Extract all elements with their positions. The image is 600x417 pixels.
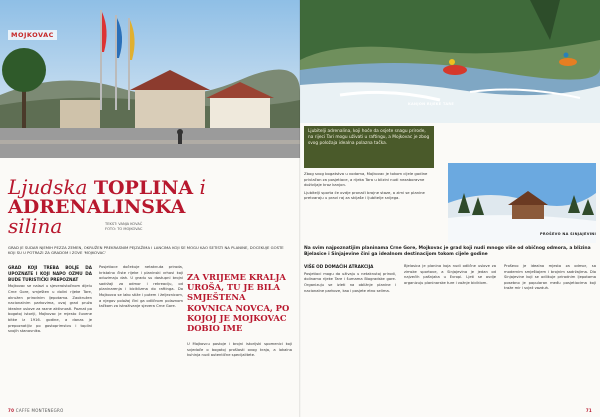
title-word-toplina: TOPLINA (93, 177, 194, 199)
title-word-ljudska: Ljudska (8, 175, 94, 199)
title-word-adrenalinska: ADRENALINSKA (8, 196, 186, 218)
credits (105, 222, 142, 232)
page-number-left: 70 (8, 408, 15, 413)
right-column-1-text: Posjetioci mogu da uživaju u netaknutoj prirodi, dolinama rijeke Tare i šumama Biogradske gore. Organizuju se izleti na obližnje planine i nacionalne parkove, kao i posjete etno selima. (304, 271, 396, 293)
column-1-text: Mojkovac se nalazi u sjeveroistočnom dijelu Crne Gore, smješten u dolini rijeke Tare, okružen prirodnim ljepotama. Zaokružen nacionalnim parkovima, ovaj grad pruža idealne uslove za razne aktivnosti. Poznat po bogatoj istoriji, Mojkovac je mjesto čuvene bitke iz 1916. godine, a danas je prepoznatljiv po gostoprimstvu i toplini svojih stanovnika. (8, 284, 92, 334)
credit-photo: FOTO: TO MOJKOVAC (105, 227, 143, 231)
right-page (300, 0, 600, 417)
intro-paragraph: GRAD JE SUDAR NJEMIH PEZZA ZEMEN, OKRUŽEN PREKRASNIM PEJZAŽIMA I LANCIMA KOJI SE MOGU KAO SETISTI NA PLANINE, DOCEKUJE GOSTE KOJI SU U POTRAZI ZA GRADOM I ZOVE 'MOJKOVAC' (8, 245, 284, 256)
right-intro-text-2: Ljubitelji sporta će ovdje pronaći brojne staze, a zimi se planine pretvaraju u pravi raj za skijaše i ljubitelje snijega. (304, 189, 425, 201)
right-intro-column (304, 171, 440, 203)
winter-photo-label: PROŠEVO NA SINJAJEVINI (540, 232, 597, 236)
article-title (8, 175, 298, 238)
town-photo (0, 0, 300, 158)
right-column-3-text: Proševo je idealno mjesto za odmor, sa modernim smještajem i brojnim sadržajima. Dio Sinjajevine koji se odlikuje prirodnim ljepotama posebno je popularan među posjetiocima koji traže mir i svjež vazduh. (504, 264, 596, 291)
right-intro-text-1: Zbog svog bogatstva u vodama, Mojkovac je tokom cijele godine privlačan za posjetioce, a rijeka Tara u blizini nudi nezaboravne doživljaje kroz kanjon. (304, 171, 428, 188)
title-word-i: i (193, 175, 206, 199)
winter-photo (448, 163, 596, 243)
column-3-text: U Mojkovcu postoje i brojni istorijski spomenici koji svjedoče o bogatoj prošlosti ovog kraja, a lokalna kuhinja nudi autentične specijalitete. (187, 342, 292, 358)
right-footer (586, 408, 592, 413)
page-number-right: 71 (585, 408, 592, 413)
right-column-3 (504, 264, 596, 294)
photo-caption: Ljubitelji adrenalina, koji hoće da osjete snagu prirode, na rijeci Tari mogu uživati u raftingu, a Mojkovac je zbog svog položaja idealna polazna tačka. (304, 126, 434, 168)
title-word-silina: silina (8, 214, 63, 238)
magazine-name: CAFFE MONTENEGRO (15, 408, 64, 413)
spread-gutter (299, 0, 301, 417)
right-deck: Na svim najpoznatijim planinama Crne Gore, Mojkovac je grad koji nudi mnogo više od običnog odmora, a blizina Bjelasice i Sinjajevine čini ga idealnom destinacijom tokom cijele godine (304, 246, 591, 258)
pull-quote: ZA VRIJEME KRALJA UROŠA, TU JE BILA SMJEŠTENA KOVNICA NOVCA, PO KOJOJ JE MOJKOVAC DOBIO IME (187, 272, 290, 334)
section-tag: MOJKOVAC (8, 30, 57, 40)
left-footer (8, 408, 64, 413)
column-2 (99, 265, 183, 312)
right-column-2-text: Bjelasica je planina koja nudi odlične uslove za zimske sportove, a Sinjajevina je jedan od najvećih pašnjaka u Evropi. Ljeti se ovdje organizuju planinarske ture i vožnje biciklom. (404, 264, 496, 285)
right-column-2 (404, 264, 496, 288)
column-1 (8, 265, 92, 337)
credit-text: TEKST: VANJA KOVAČ (105, 222, 143, 226)
right-column-1 (304, 264, 396, 296)
column-1-subhead: GRAD KOJI TREBA BOLJE DA UPOZNATE I KOJI NAPO OZMU DA BUDE TURISTIČKI PREPOZNAT (8, 265, 92, 282)
right-column-1-subhead: VIŠE OD DOMAĆIH ATRAKCIJA (304, 264, 374, 269)
photo-label: KANJON RIJEKE TARE (408, 102, 455, 106)
column-3 (187, 342, 292, 361)
column-2-text: Posjetioce dočekuje netaknuta priroda, kristalno čiste rijeke i planinski vrhovi koji oduzimaju dah. U gradu su dostupni brojni sadržaji za odmor i rekreaciju, od planinarenja i biciklizma do raftinga. Do Mojkovca se lako stiže i putem i željeznicom, a njegov položaj čini ga odličnom polaznom tačkom za istraživanje sjevera Crne Gore. (99, 265, 183, 309)
